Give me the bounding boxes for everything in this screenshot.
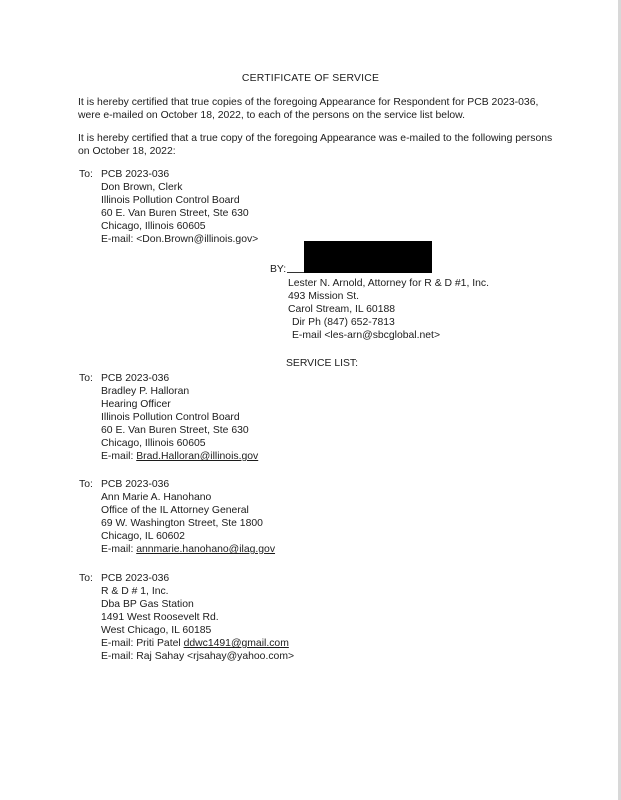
recipient-city: Chicago, IL 60602 bbox=[101, 531, 185, 542]
recipient-street: 1491 West Roosevelt Rd. bbox=[101, 612, 219, 623]
certification-paragraph-2: It is hereby certified that a true copy of the foregoing Appearance was e-mailed to the following persons on October 18, 2022: bbox=[78, 133, 553, 157]
email-label: E-mail: bbox=[101, 544, 137, 555]
email-label: E-mail: Priti Patel bbox=[101, 638, 184, 649]
service-list-entry bbox=[101, 478, 275, 556]
recipient-email-line bbox=[101, 450, 258, 463]
recipient-name: Ann Marie A. Hanohano bbox=[101, 492, 212, 503]
by-label: BY: bbox=[270, 264, 287, 275]
recipient-title: Hearing Officer bbox=[101, 399, 171, 410]
email-link[interactable]: annmarie.hanohano@ilag.gov bbox=[136, 544, 276, 555]
attorney-email: E-mail <les-arn@sbcglobal.net> bbox=[292, 330, 441, 341]
service-list-heading: SERVICE LIST: bbox=[286, 358, 358, 369]
recipient-street: 69 W. Washington Street, Ste 1800 bbox=[101, 518, 263, 529]
recipient-city: West Chicago, IL 60185 bbox=[101, 625, 212, 636]
service-list-entry bbox=[101, 372, 258, 463]
recipient-dba: Dba BP Gas Station bbox=[101, 599, 194, 610]
attorney-phone: Dir Ph (847) 652-7813 bbox=[292, 317, 395, 328]
recipient-street: 60 E. Van Buren Street, Ste 630 bbox=[101, 425, 249, 436]
recipient-name: R & D # 1, Inc. bbox=[101, 586, 169, 597]
document-title: CERTIFICATE OF SERVICE bbox=[241, 73, 380, 84]
case-number: PCB 2023-036 bbox=[101, 573, 170, 584]
attorney-name: Lester N. Arnold, Attorney for R & D #1, Inc. bbox=[288, 278, 489, 289]
signature-block bbox=[288, 277, 489, 342]
recipient-street: 60 E. Van Buren Street, Ste 630 bbox=[101, 208, 249, 219]
recipient-organization: Illinois Pollution Control Board bbox=[101, 195, 240, 206]
recipient-address-block bbox=[101, 168, 258, 246]
case-number: PCB 2023-036 bbox=[101, 479, 170, 490]
redacted-signature bbox=[304, 241, 432, 273]
recipient-organization: Illinois Pollution Control Board bbox=[101, 412, 240, 423]
to-label: To: bbox=[79, 373, 93, 384]
to-label: To: bbox=[79, 573, 93, 584]
to-label: To: bbox=[79, 479, 93, 490]
case-number: PCB 2023-036 bbox=[101, 169, 170, 180]
recipient-name: Bradley P. Halloran bbox=[101, 386, 190, 397]
recipient-organization: Office of the IL Attorney General bbox=[101, 505, 249, 516]
recipient-email: E-mail: <Don.Brown@illinois.gov> bbox=[101, 234, 259, 245]
recipient-email-line bbox=[101, 543, 275, 556]
recipient-email-line bbox=[101, 637, 294, 650]
attorney-city: Carol Stream, IL 60188 bbox=[288, 304, 396, 315]
to-label: To: bbox=[79, 169, 93, 180]
service-list-entry bbox=[101, 572, 294, 663]
recipient-name: Don Brown, Clerk bbox=[101, 182, 183, 193]
recipient-city: Chicago, Illinois 60605 bbox=[101, 221, 206, 232]
recipient-email-2: E-mail: Raj Sahay <rjsahay@yahoo.com> bbox=[101, 651, 295, 662]
case-number: PCB 2023-036 bbox=[101, 373, 170, 384]
email-link[interactable]: ddwc1491@gmail.com bbox=[183, 638, 289, 649]
email-link[interactable]: Brad.Halloran@illinois.gov bbox=[136, 451, 259, 462]
recipient-city: Chicago, Illinois 60605 bbox=[101, 438, 206, 449]
certification-paragraph-1: It is hereby certified that true copies of the foregoing Appearance for Respondent for PCB 2023-036, were e-mailed on October 18, 2022, to each of the persons on the service list below. bbox=[78, 97, 539, 121]
attorney-street: 493 Mission St. bbox=[288, 291, 360, 302]
email-label: E-mail: bbox=[101, 451, 137, 462]
